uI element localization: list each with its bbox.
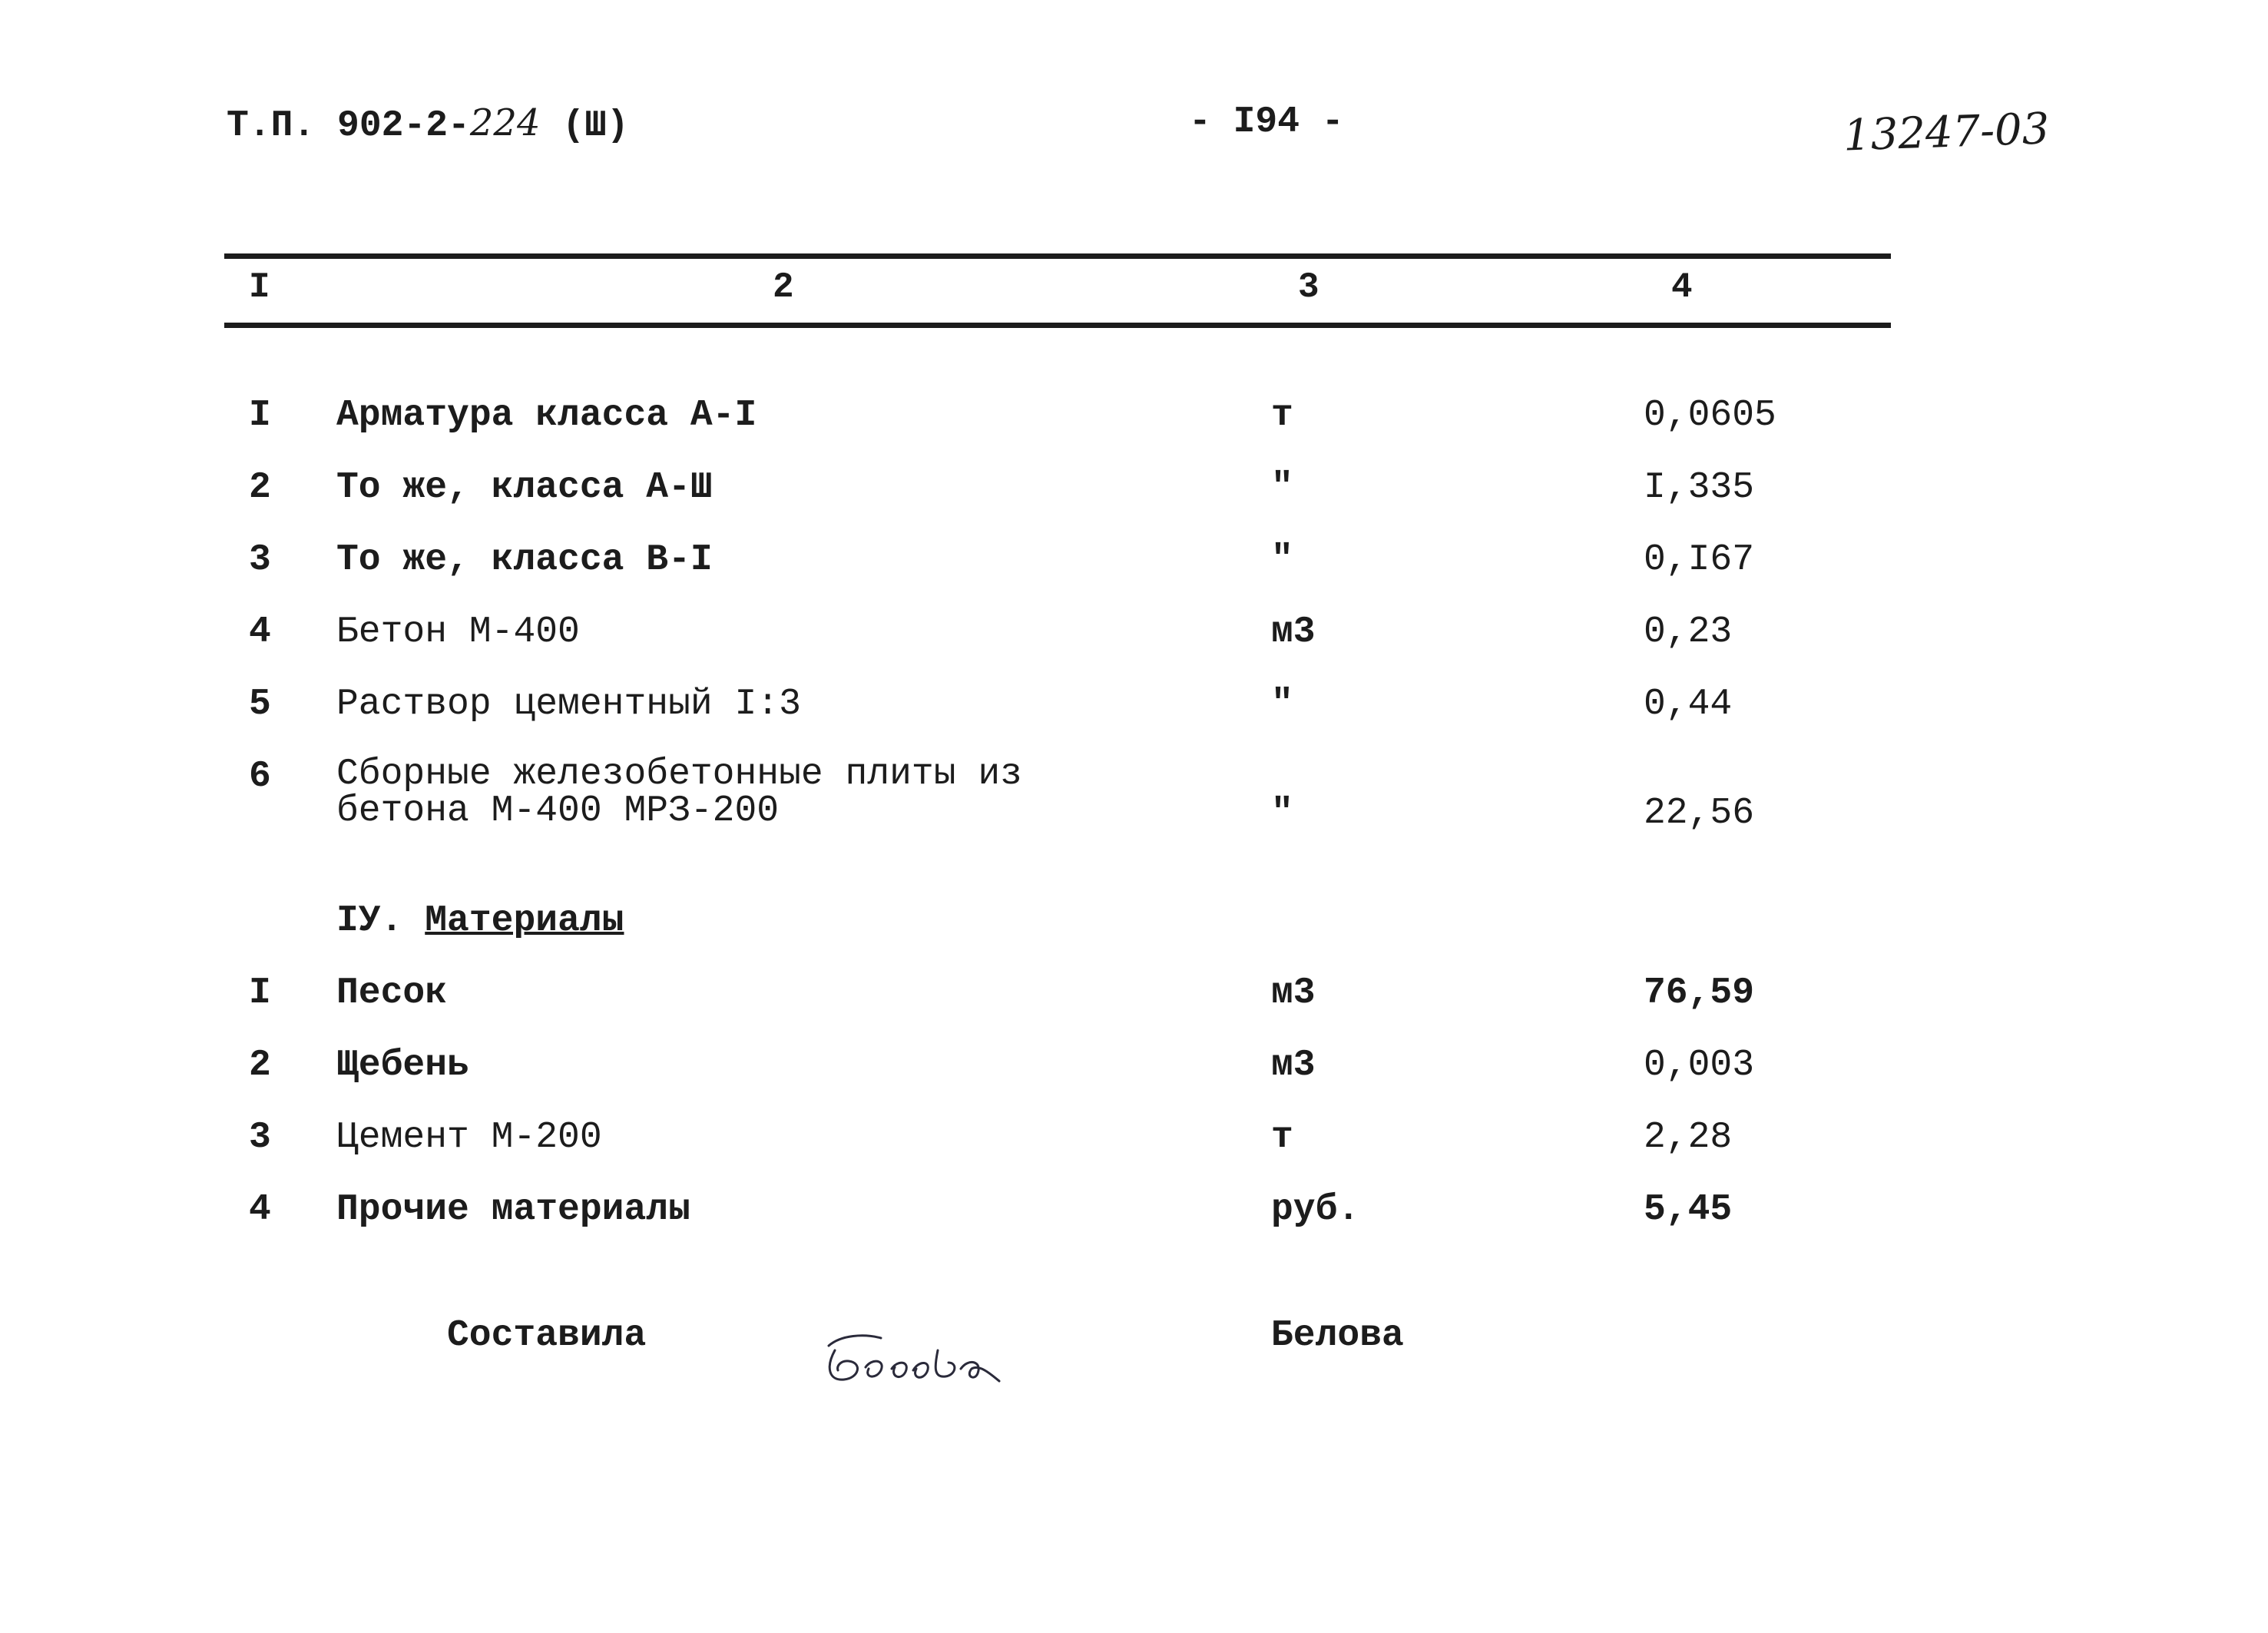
row-name: Прочие материалы	[336, 1189, 690, 1231]
row-number: I	[249, 395, 271, 436]
table-row	[0, 1045, 2268, 1091]
table-row	[0, 467, 2268, 513]
document-number: 13247-03	[1842, 104, 2051, 161]
row-name: Цемент М-200	[336, 1117, 602, 1158]
row-number: 4	[249, 611, 271, 653]
table-row	[0, 395, 2268, 441]
table-row	[0, 611, 2268, 658]
project-code-suffix: (Ш)	[540, 105, 629, 147]
table-row	[0, 1189, 2268, 1235]
row-number: 2	[249, 1045, 271, 1086]
project-code	[227, 101, 629, 147]
row-unit: "	[1271, 467, 1293, 508]
project-code-handwritten: 224	[469, 101, 541, 144]
table-row	[0, 1117, 2268, 1163]
row-number: 6	[249, 756, 271, 797]
column-header-3: 3	[1298, 267, 1319, 307]
column-header-1: I	[249, 267, 270, 307]
row-unit: т	[1271, 1117, 1293, 1158]
row-quantity: 76,59	[1644, 972, 1755, 1014]
section-title	[336, 900, 624, 942]
row-name	[336, 756, 1022, 830]
project-code-prefix: Т.П. 902-2-	[227, 105, 470, 147]
row-name: Щебень	[336, 1045, 469, 1086]
row-name-line-1: Сборные железобетонные плиты из	[336, 754, 1022, 795]
row-name: Раствор цементный I:3	[336, 684, 801, 725]
row-quantity: 0,003	[1644, 1045, 1755, 1086]
page-number: - I94 -	[1189, 101, 1344, 143]
signature	[818, 1320, 1010, 1389]
compiled-by-label: Составила	[447, 1315, 647, 1356]
row-unit: м3	[1271, 611, 1316, 653]
row-quantity: 0,I67	[1644, 539, 1755, 581]
row-number: I	[249, 972, 271, 1014]
row-unit: м3	[1271, 972, 1316, 1014]
table-row	[0, 539, 2268, 585]
row-name: Бетон М-400	[336, 611, 580, 653]
row-number: 3	[249, 1117, 271, 1158]
row-quantity: 0,44	[1644, 684, 1733, 725]
row-name: Арматура класса А-I	[336, 395, 757, 436]
row-unit: м3	[1271, 1045, 1316, 1086]
row-number: 4	[249, 1189, 271, 1231]
row-name: То же, класса А-Ш	[336, 467, 713, 508]
table-header-rule	[224, 323, 1891, 328]
row-number: 3	[249, 539, 271, 581]
row-quantity: 0,0605	[1644, 395, 1776, 436]
column-header-4: 4	[1671, 267, 1693, 307]
row-quantity: 5,45	[1644, 1189, 1733, 1231]
compiled-by-name: Белова	[1271, 1315, 1404, 1356]
row-unit: "	[1271, 539, 1293, 581]
column-header-2: 2	[773, 267, 794, 307]
row-unit: т	[1271, 395, 1293, 436]
section-number: IУ.	[336, 900, 403, 942]
table-top-rule	[224, 253, 1891, 259]
row-unit: "	[1271, 684, 1293, 725]
table-row	[0, 684, 2268, 730]
section-name: Материалы	[425, 900, 624, 942]
row-name-line-2: бетона М-400 МРЗ-200	[336, 790, 780, 832]
row-name: То же, класса В-I	[336, 539, 713, 581]
row-unit: "	[1271, 793, 1293, 834]
row-unit: руб.	[1271, 1189, 1360, 1231]
row-number: 5	[249, 684, 271, 725]
row-quantity: I,335	[1644, 467, 1755, 508]
row-number: 2	[249, 467, 271, 508]
row-quantity: 22,56	[1644, 793, 1755, 834]
table-row	[0, 756, 2268, 840]
row-quantity: 0,23	[1644, 611, 1733, 653]
row-name: Песок	[336, 972, 448, 1014]
table-row	[0, 972, 2268, 1019]
row-quantity: 2,28	[1644, 1117, 1733, 1158]
